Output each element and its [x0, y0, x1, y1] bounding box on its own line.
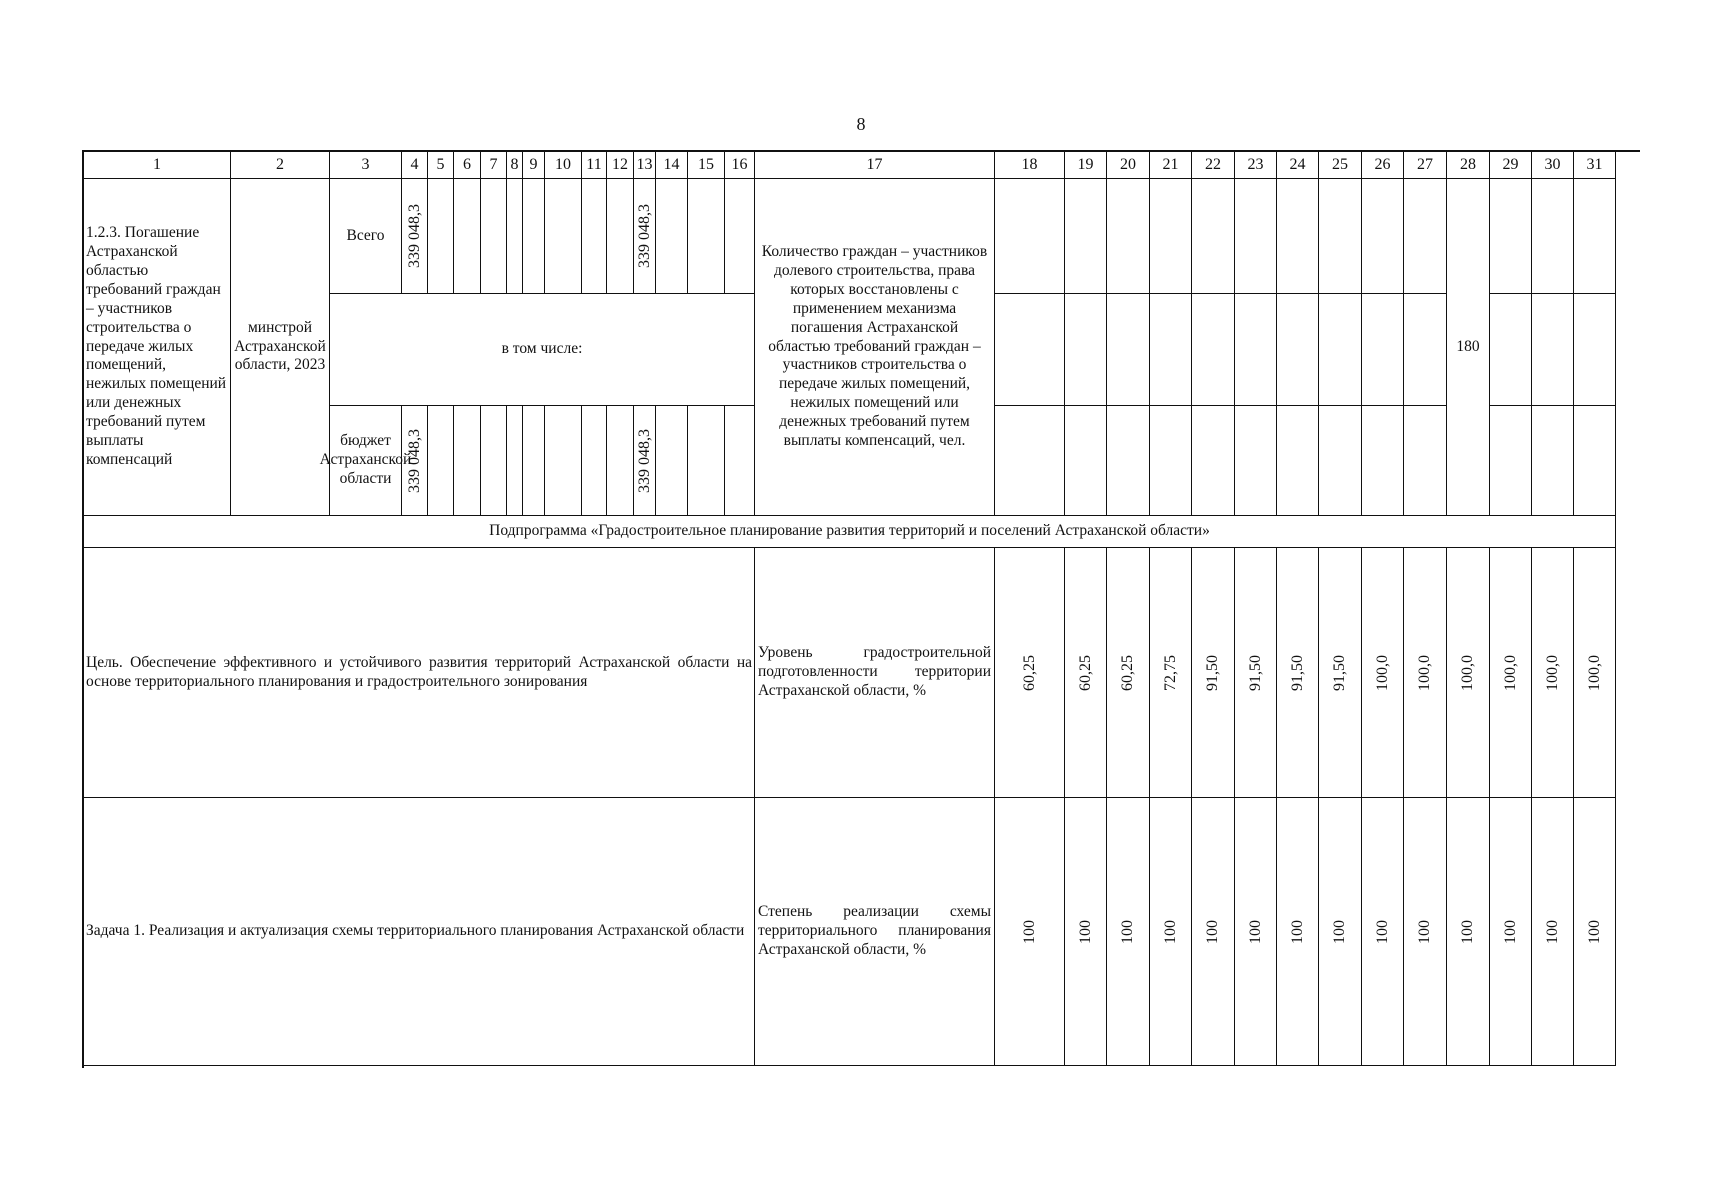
program-table	[82, 150, 1640, 1068]
total-col4-cell	[402, 179, 428, 294]
goal-value-cell-value: 60,25	[1020, 654, 1038, 691]
empty-cell	[481, 179, 507, 294]
total-label-cell	[330, 179, 402, 294]
header-col-30-value: 30	[1544, 156, 1561, 174]
goal-value-cell-value: 91,50	[1331, 654, 1349, 691]
empty-cell	[1404, 179, 1447, 294]
empty-cell	[1107, 406, 1150, 516]
task1-value-cell-value: 100	[1161, 919, 1179, 944]
col28-value: 180	[1456, 337, 1480, 355]
header-col-9-value: 9	[529, 156, 538, 174]
header-col-19-value: 19	[1077, 156, 1094, 174]
item-name-cell	[84, 179, 231, 516]
header-col-3	[330, 152, 402, 179]
goal-value-cell	[1319, 548, 1362, 798]
header-col-4-value: 4	[410, 156, 419, 174]
empty-cell	[1277, 294, 1319, 406]
header-col-7-value: 7	[489, 156, 498, 174]
task1-value-cell-value: 100	[1076, 919, 1094, 944]
header-col-2	[231, 152, 330, 179]
header-col-31	[1574, 152, 1616, 179]
budget-col13-cell	[634, 406, 656, 516]
task1-value-cell	[1150, 798, 1192, 1066]
total-col13-cell	[634, 179, 656, 294]
header-col-31-value: 31	[1586, 156, 1603, 174]
header-col-8-value: 8	[510, 156, 519, 174]
header-col-5	[428, 152, 454, 179]
header-col-13-value: 13	[636, 156, 653, 174]
header-col-27-value: 27	[1417, 156, 1433, 174]
empty-cell	[1362, 406, 1404, 516]
empty-cell	[1532, 294, 1574, 406]
empty-cell	[545, 179, 582, 294]
empty-cell	[656, 406, 688, 516]
goal-value-cell	[1065, 548, 1107, 798]
task1-value-cell-value: 100	[1459, 919, 1477, 944]
empty-cell	[481, 406, 507, 516]
task1-value-cell	[1490, 798, 1532, 1066]
header-col-26-value: 26	[1374, 156, 1391, 174]
header-col-1-value: 1	[153, 156, 161, 174]
empty-cell	[1574, 179, 1616, 294]
empty-cell	[1107, 179, 1150, 294]
task1-value-cell	[995, 798, 1065, 1066]
empty-cell	[1235, 179, 1277, 294]
goal-value-cell-value: 91,50	[1288, 654, 1306, 691]
including-label: в том числе:	[501, 340, 583, 358]
goal-value-cell-value: 100,0	[1585, 654, 1603, 691]
empty-cell	[1192, 406, 1235, 516]
goal-indicator-cell	[755, 548, 995, 798]
task1-value-cell-value: 100	[1331, 919, 1349, 944]
header-col-29-value: 29	[1502, 156, 1519, 174]
header-col-23-value: 23	[1247, 156, 1264, 174]
subprogram-row	[84, 516, 1616, 548]
empty-cell	[656, 179, 688, 294]
empty-cell	[607, 406, 634, 516]
header-col-4	[402, 152, 428, 179]
goal-value-cell	[1490, 548, 1532, 798]
header-col-10	[545, 152, 582, 179]
header-col-23	[1235, 152, 1277, 179]
empty-cell	[1490, 294, 1532, 406]
task1-value-cell-value: 100	[1020, 919, 1038, 944]
goal-value-cell-value: 91,50	[1204, 654, 1222, 691]
header-col-10-value: 10	[555, 156, 571, 174]
empty-cell	[688, 406, 725, 516]
task1-indicator: Степень реализации схемы территориального планирования Астраханской области, %	[758, 903, 991, 958]
goal-value-cell-value: 72,75	[1161, 654, 1179, 691]
including-cell	[330, 294, 755, 406]
total-label: Всего	[346, 226, 385, 244]
empty-cell	[523, 179, 545, 294]
header-col-11	[582, 152, 607, 179]
empty-cell	[1362, 179, 1404, 294]
item-indicator: Количество граждан – участников долевого строительства, права которых восстановлены с применением механизма погашения Астраханской областью требований граждан – участников строительства о передаче жилых помещений, нежилых помещений или денежных требований путем выплаты компенсаций, чел.	[761, 243, 988, 450]
goal-value-cell	[1447, 548, 1490, 798]
header-col-19	[1065, 152, 1107, 179]
empty-cell	[1490, 406, 1532, 516]
goal-value-cell	[1107, 548, 1150, 798]
header-col-8	[507, 152, 523, 179]
empty-cell	[1107, 294, 1150, 406]
empty-cell	[1319, 406, 1362, 516]
empty-cell	[688, 179, 725, 294]
header-col-28	[1447, 152, 1490, 179]
empty-cell	[1235, 406, 1277, 516]
empty-cell	[1362, 294, 1404, 406]
empty-cell	[454, 179, 481, 294]
task1-value-cell	[1192, 798, 1235, 1066]
goal-value-cell-value: 60,25	[1076, 654, 1094, 691]
task1-value-cell	[1107, 798, 1150, 1066]
page-number: 8	[856, 114, 866, 134]
task1-value-cell	[1319, 798, 1362, 1066]
header-col-17	[755, 152, 995, 179]
task1-value-cell-value: 100	[1585, 919, 1603, 944]
task1-value-cell	[1362, 798, 1404, 1066]
header-col-2-value: 2	[276, 156, 284, 174]
header-col-22-value: 22	[1205, 156, 1221, 174]
empty-cell	[1574, 294, 1616, 406]
task1-value-cell	[1574, 798, 1616, 1066]
empty-cell	[1065, 179, 1107, 294]
task1-text: Задача 1. Реализация и актуализация схемы территориального планирования Астраханской области	[86, 922, 745, 940]
item-indicator-cell	[755, 179, 995, 516]
task1-value-cell	[1065, 798, 1107, 1066]
header-col-7	[481, 152, 507, 179]
header-col-16	[725, 152, 755, 179]
task1-value-cell-value: 100	[1501, 919, 1519, 944]
goal-value-cell	[1150, 548, 1192, 798]
goal-value-cell-value: 100,0	[1501, 654, 1519, 691]
header-col-6-value: 6	[463, 156, 471, 174]
header-col-22	[1192, 152, 1235, 179]
goal-value-cell	[995, 548, 1065, 798]
header-col-12-value: 12	[612, 156, 628, 174]
empty-cell	[1404, 294, 1447, 406]
header-col-11-value: 11	[586, 156, 602, 174]
header-col-20-value: 20	[1120, 156, 1136, 174]
goal-value-cell	[1362, 548, 1404, 798]
header-col-3-value: 3	[361, 156, 370, 174]
empty-cell	[1404, 406, 1447, 516]
task1-value-cell	[1277, 798, 1319, 1066]
empty-cell	[1150, 294, 1192, 406]
goal-value-cell-value: 100,0	[1373, 654, 1391, 691]
budget-label-cell	[319, 406, 412, 516]
goal-value-cell	[1574, 548, 1616, 798]
goal-value-cell	[1277, 548, 1319, 798]
empty-cell	[725, 406, 755, 516]
header-col-14	[656, 152, 688, 179]
header-col-12	[607, 152, 634, 179]
task1-value-cell	[1235, 798, 1277, 1066]
empty-cell	[1532, 179, 1574, 294]
task1-value-cell-value: 100	[1543, 919, 1561, 944]
header-col-26	[1362, 152, 1404, 179]
empty-cell	[1150, 179, 1192, 294]
header-col-18-value: 18	[1021, 156, 1038, 174]
task1-value-cell-value: 100	[1204, 919, 1222, 944]
goal-indicator: Уровень градостроительной подготовленности территории Астраханской области, %	[758, 644, 991, 699]
header-col-24	[1277, 152, 1319, 179]
header-col-1	[84, 152, 231, 179]
empty-cell	[428, 179, 454, 294]
empty-cell	[1192, 179, 1235, 294]
goal-value-cell-value: 100,0	[1416, 654, 1434, 691]
task1-value-cell-value: 100	[1373, 919, 1391, 944]
header-col-25	[1319, 152, 1362, 179]
goal-value-cell-value: 60,25	[1119, 654, 1137, 691]
task1-indicator-cell	[755, 798, 995, 1066]
empty-cell	[1574, 406, 1616, 516]
total-col4-value: 339 048,3	[405, 204, 423, 268]
header-col-24-value: 24	[1289, 156, 1306, 174]
empty-cell	[1319, 294, 1362, 406]
empty-cell	[995, 294, 1065, 406]
task1-value-cell	[1532, 798, 1574, 1066]
budget-col4-cell	[402, 406, 428, 516]
header-col-6	[454, 152, 481, 179]
empty-cell	[1277, 179, 1319, 294]
goal-value-cell-value: 100,0	[1459, 654, 1477, 691]
header-col-28-value: 28	[1460, 156, 1476, 174]
goal-text: Цель. Обеспечение эффективного и устойчивого развития территорий Астраханской области на основе территориального планирования и градостроительного зонирования	[86, 653, 752, 690]
empty-cell	[1065, 406, 1107, 516]
goal-value-cell-value: 100,0	[1543, 654, 1561, 691]
col28-cell	[1447, 179, 1490, 516]
empty-cell	[1277, 406, 1319, 516]
empty-cell	[995, 179, 1065, 294]
item-executor-cell	[231, 179, 330, 516]
header-col-5-value: 5	[436, 156, 445, 174]
empty-cell	[582, 179, 607, 294]
task1-value-cell-value: 100	[1288, 919, 1306, 944]
header-col-13	[634, 152, 656, 179]
empty-cell	[995, 406, 1065, 516]
item-executor: минстрой Астраханской области, 2023	[234, 318, 326, 374]
task1-value-cell-value: 100	[1119, 919, 1137, 944]
empty-cell	[1235, 294, 1277, 406]
item-name: 1.2.3. Погашение Астраханской областью требований граждан – участников строительства о передаче жилых помещений, нежилых помещений или денежных требований путем выплаты компенсаций	[86, 224, 227, 468]
subprogram-title: Подпрограмма «Градостроительное планирование развития территорий и поселений Астраханской области»	[489, 522, 1210, 540]
header-col-16-value: 16	[731, 156, 748, 174]
header-col-20	[1107, 152, 1150, 179]
header-col-18	[995, 152, 1065, 179]
empty-cell	[582, 406, 607, 516]
empty-cell	[523, 406, 545, 516]
header-col-30	[1532, 152, 1574, 179]
task1-value-cell-value: 100	[1416, 919, 1434, 944]
header-col-9	[523, 152, 545, 179]
empty-cell	[1532, 406, 1574, 516]
task1-value-cell	[1404, 798, 1447, 1066]
task1-value-cell	[1447, 798, 1490, 1066]
empty-cell	[607, 179, 634, 294]
empty-cell	[454, 406, 481, 516]
empty-cell	[507, 406, 523, 516]
goal-value-cell	[1192, 548, 1235, 798]
goal-value-cell	[1404, 548, 1447, 798]
empty-cell	[725, 179, 755, 294]
budget-label: бюджет Астраханской области	[319, 432, 412, 487]
empty-cell	[1490, 179, 1532, 294]
budget-col4-value: 339 048,3	[405, 428, 423, 493]
goal-value-cell-value: 91,50	[1246, 654, 1264, 691]
goal-text-cell	[84, 548, 755, 798]
goal-value-cell	[1532, 548, 1574, 798]
header-col-21	[1150, 152, 1192, 179]
total-col13-value: 339 048,3	[635, 204, 653, 268]
task1-text-cell	[84, 798, 755, 1066]
header-col-29	[1490, 152, 1532, 179]
empty-cell	[1150, 406, 1192, 516]
header-col-17-value: 17	[866, 156, 883, 174]
header-col-21-value: 21	[1162, 156, 1179, 174]
empty-cell	[1065, 294, 1107, 406]
goal-value-cell	[1235, 548, 1277, 798]
budget-col13-value: 339 048,3	[635, 428, 653, 493]
empty-cell	[1192, 294, 1235, 406]
empty-cell	[507, 179, 523, 294]
header-col-15	[688, 152, 725, 179]
header-col-15-value: 15	[698, 156, 714, 174]
empty-cell	[545, 406, 582, 516]
task1-value-cell-value: 100	[1246, 919, 1264, 944]
header-col-25-value: 25	[1332, 156, 1348, 174]
empty-cell	[428, 406, 454, 516]
empty-cell	[1319, 179, 1362, 294]
header-col-27	[1404, 152, 1447, 179]
header-col-14-value: 14	[663, 156, 680, 174]
